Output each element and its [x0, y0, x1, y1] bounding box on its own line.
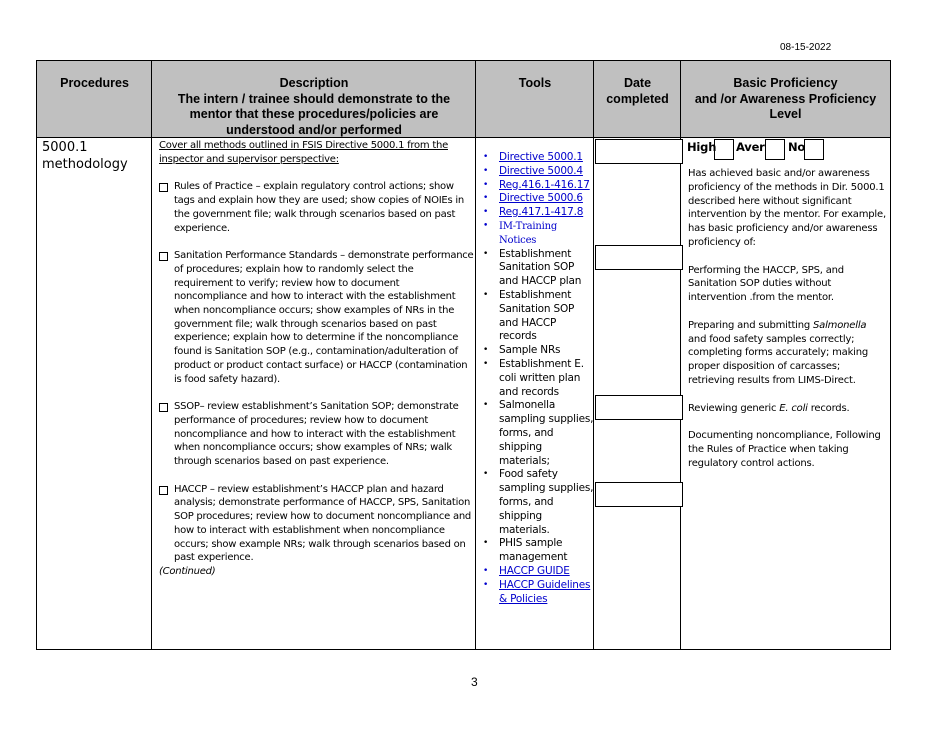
level-no-label: No [788, 140, 806, 154]
proficiency-cell [687, 139, 887, 484]
description-item-ssop [159, 400, 475, 469]
checkbox[interactable] [159, 183, 168, 192]
description-item-rules-of-practice [159, 180, 475, 235]
header-description-subtitle: The intern / trainee should demonstrate to the mentor that these procedures/policies are understood and/or performed [177, 91, 451, 137]
level-no-box[interactable] [804, 139, 824, 160]
description-item-text: Sanitation Performance Standards – demonstrate performance of procedures; explain how to randomly select the requirement to verify; review how to document noncompliance and how to interact with the establishment when noncompliance occurs; show examples of NRs in the government file; walk through scenarios based on past experience; explain how to determine if the noncompliance found is Sanitation SOP (e.g., contamination/adulteration of product or product contact surface) or HACCP (contamination is food safety hazard). [174, 250, 474, 385]
document-date: 08-15-2022 [780, 42, 832, 53]
date-completed-field[interactable] [595, 395, 683, 420]
text-run-italic: Salmonella [813, 319, 867, 331]
description-cell [159, 139, 475, 579]
tool-item: • Food safety sampling supplies, forms, and shipping materials. [479, 468, 594, 537]
header-procedures [37, 61, 152, 138]
page-number: 3 [471, 675, 478, 689]
tool-item: • PHIS sample management [479, 537, 594, 565]
text-run: and food safety samples correctly; completing forms accurately; making proper disposition of carcasses; retrieving results from LIMS-Direct. [688, 333, 869, 386]
tool-item: • Establishment Sanitation SOP and HACCP plan [479, 248, 594, 289]
level-average-box[interactable] [765, 139, 785, 160]
description-intro: Cover all methods outlined in FSIS Directive 5000.1 from the inspector and supervisor perspective: [159, 140, 448, 165]
header-completed-label: completed [606, 91, 669, 106]
header-date-label: Date [623, 76, 652, 90]
level-high-box[interactable] [714, 139, 734, 160]
proficiency-paragraph [688, 319, 887, 388]
tool-item: • Salmonella sampling supplies, forms, and shipping materials; [479, 399, 594, 468]
header-date-completed [594, 61, 681, 138]
checkbox[interactable] [159, 252, 168, 261]
header-description [152, 61, 476, 138]
tools-cell [479, 151, 594, 606]
tool-link-reg-417[interactable]: • Reg.417.1-417.8 [479, 206, 594, 220]
proficiency-paragraph: Documenting noncompliance, Following the Rules of Practice when taking regulatory control actions. [688, 430, 881, 469]
header-tools [476, 61, 594, 138]
tool-link-directive-5000-6[interactable]: • Directive 5000.6 [479, 192, 594, 206]
description-item-text: Rules of Practice – explain regulatory control actions; show tags and explain how they are used; show copies of NOIEs in the government file; walk through scenarios based on past experience. [174, 181, 464, 234]
header-procedures-label: Procedures [60, 76, 129, 90]
proficiency-paragraph: Performing the HACCP, SPS, and Sanitation SOP duties without intervention .from the mentor. [688, 264, 844, 304]
header-proficiency-level [681, 61, 890, 138]
column-divider [151, 61, 152, 649]
procedure-name: 5000.1 methodology [42, 140, 128, 172]
proficiency-description [687, 161, 887, 471]
text-run: records. [807, 402, 850, 414]
date-completed-field[interactable] [595, 245, 683, 270]
description-item-text: SSOP– review establishment’s Sanitation SOP; demonstrate performance of procedures; review how to document noncompliance and how to interact with the establishment when noncompliance occurs; show examples of NRs; walk through scenarios based on past experience. [174, 401, 459, 468]
tool-link-reg-416[interactable]: • Reg.416.1-416.17 [479, 179, 594, 193]
description-item-haccp [159, 483, 475, 565]
tool-link-haccp-guidelines[interactable]: • HACCP Guidelines & Policies [479, 579, 594, 607]
date-completed-field[interactable] [595, 482, 683, 507]
proficiency-options [687, 139, 887, 161]
description-item-sps [159, 249, 475, 386]
tool-link-directive-5000-1[interactable]: • Directive 5000.1 [479, 151, 594, 165]
checkbox[interactable] [159, 403, 168, 412]
date-completed-field[interactable] [595, 139, 683, 164]
text-run: Reviewing generic [688, 402, 780, 414]
column-divider [475, 61, 476, 649]
continued-note: (Continued) [159, 565, 216, 577]
tool-item: • Establishment Sanitation SOP and HACCP records [479, 289, 594, 344]
proficiency-paragraph [688, 402, 887, 416]
header-description-title: Description [279, 76, 349, 90]
description-item-text: HACCP – review establishment’s HACCP plan and hazard analysis; demonstrate performance of HACCP, SPS, Sanitation SOP procedures; review how to document noncompliance and how to interact with establishment when noncompliance occurs; show example NRs; walk through scenarios based on past experience. [174, 483, 472, 564]
level-high-label: High [687, 140, 717, 154]
tool-link-directive-5000-4[interactable]: • Directive 5000.4 [479, 165, 594, 179]
text-run: Preparing and submitting [688, 319, 814, 331]
tools-list [479, 151, 594, 606]
text-run-italic: E. coli [779, 402, 808, 414]
tool-link-haccp-guide[interactable]: • HACCP GUIDE [479, 565, 594, 579]
header-level-line1: Basic Proficiency [733, 76, 838, 90]
proficiency-paragraph: Has achieved basic and/or awareness proficiency of the methods in Dir. 5000.1 described here without significant intervention by the mentor. For example, has basic proficiency and/or awareness proficiency of: [688, 168, 886, 248]
tool-im-training-notices[interactable]: • IM-Training Notices [479, 220, 594, 248]
level-average-label: Aver [736, 140, 765, 154]
tool-item: • Sample NRs [479, 344, 594, 358]
header-level-line2: and /or Awareness Proficiency Level [694, 91, 877, 121]
header-tools-label: Tools [518, 76, 552, 90]
checkbox[interactable] [159, 486, 168, 495]
procedures-table [36, 60, 891, 650]
tool-item: • Establishment E. coli written plan and records [479, 358, 594, 399]
